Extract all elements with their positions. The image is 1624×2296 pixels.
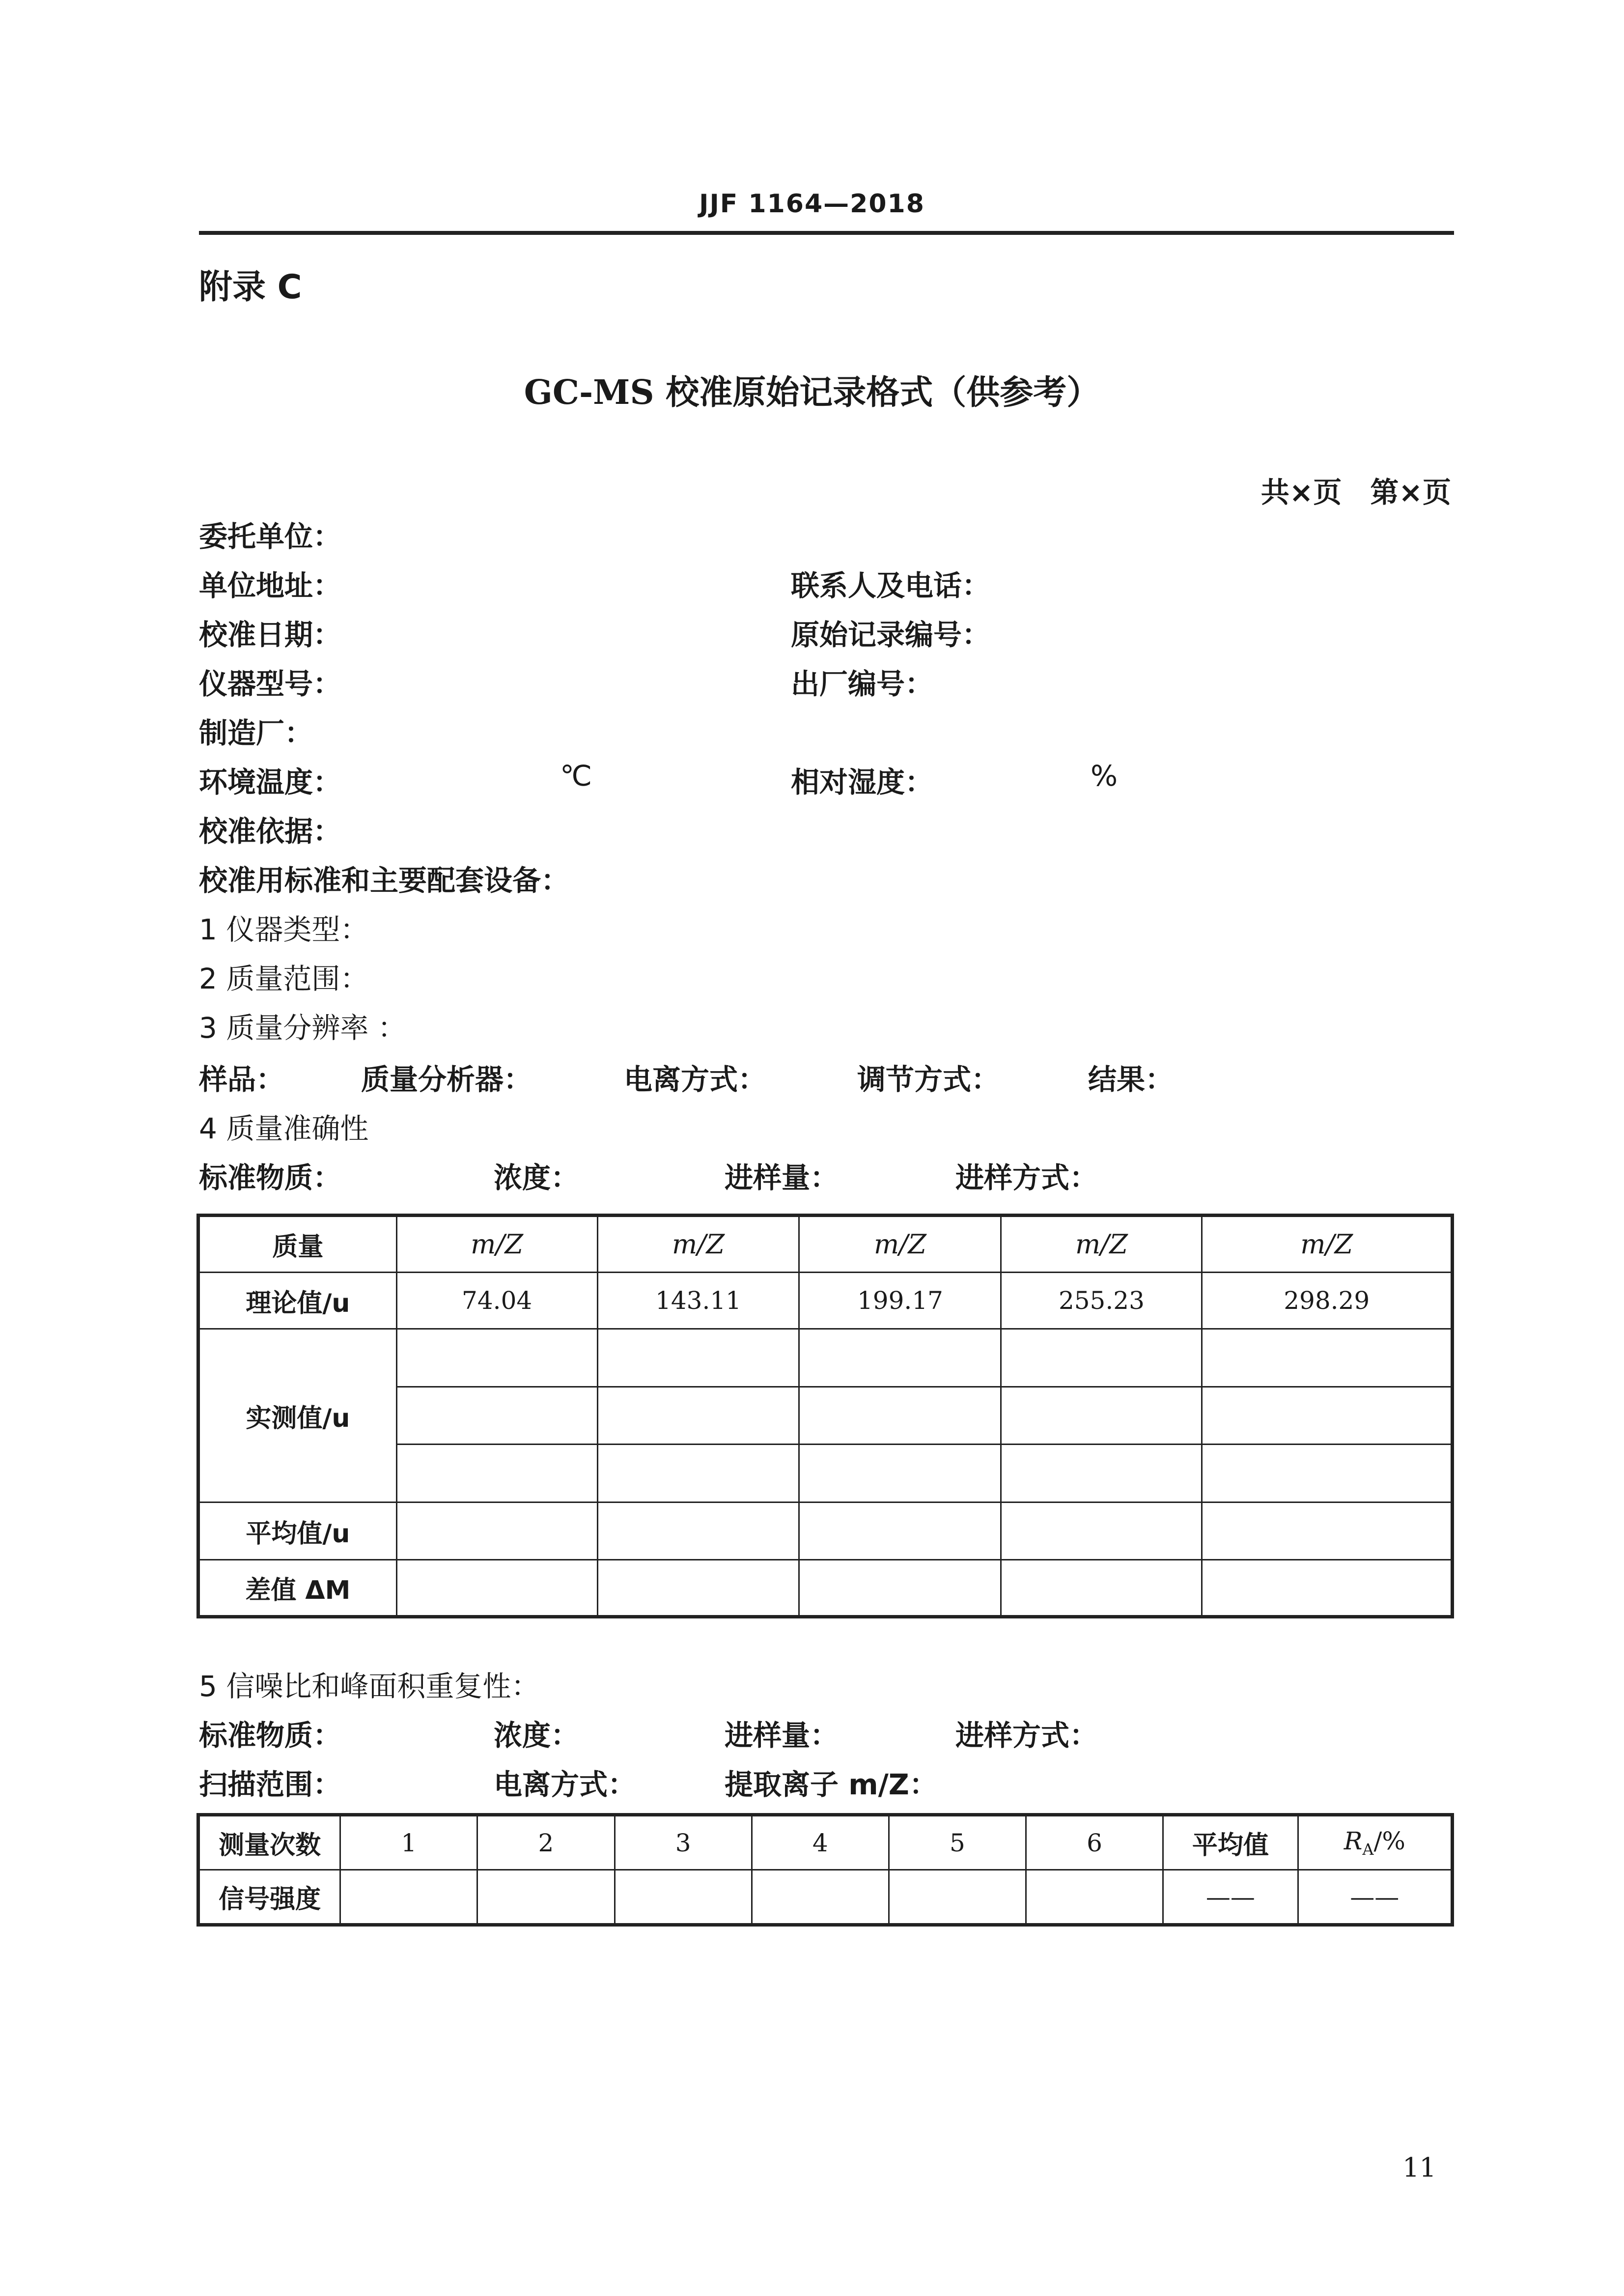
field-concentration: 浓度： [494,1161,580,1194]
field-standards: 校准用标准和主要配套设备： [199,864,570,897]
field-tuning: 调节方式： [857,1063,1000,1096]
document-code: JJF 1164—2018 [699,189,925,219]
average-cell[interactable] [396,1502,597,1560]
mz-header: m/Z [396,1216,597,1273]
difference-cell[interactable] [799,1560,1001,1617]
field-client: 委托单位： [199,520,342,553]
item-3: 3 质量分辨率 ： [199,1011,406,1045]
appendix-label: 附录 C [199,268,302,307]
signal-repeatability-table [196,1813,1454,1927]
measured-cell[interactable] [597,1329,799,1387]
row-label-difference: 差值 ΔM [198,1560,397,1617]
signal-cell[interactable] [752,1870,889,1925]
header-measure-count: 测量次数 [198,1815,340,1870]
header-run-number: 5 [889,1815,1026,1870]
field-injection-volume-2: 进样量： [725,1719,839,1752]
humidity-unit: % [1091,759,1118,793]
page-title: GC-MS 校准原始记录格式（供参考） [524,373,1100,412]
field-analyzer: 质量分析器： [361,1063,532,1096]
item-4: 4 质量准确性 [199,1112,369,1145]
field-maker: 制造厂： [199,716,313,750]
measured-cell[interactable] [1001,1445,1202,1502]
header-run-number: 1 [340,1815,477,1870]
field-model: 仪器型号： [199,667,342,701]
field-cal-date: 校准日期： [199,618,342,652]
theoretical-value: 74.04 [396,1273,597,1329]
field-sample: 样品： [199,1063,285,1096]
measured-cell[interactable] [396,1387,597,1445]
page-number: 11 [1402,2152,1436,2183]
mass-accuracy-table [196,1214,1454,1618]
theoretical-value: 143.11 [597,1273,799,1329]
field-record-no: 原始记录编号： [791,618,991,652]
field-ionization: 电离方式： [624,1063,767,1096]
mz-header: m/Z [799,1216,1001,1273]
row-label-theoretical: 理论值/u [198,1273,397,1329]
field-injection-mode: 进样方式： [955,1161,1098,1194]
mz-header: m/Z [1202,1216,1453,1273]
field-address: 单位地址： [199,569,342,602]
table-row [198,1870,1453,1925]
measured-cell[interactable] [1001,1329,1202,1387]
theoretical-value: 199.17 [799,1273,1001,1329]
measured-cell[interactable] [1202,1445,1453,1502]
field-serial: 出厂编号： [791,667,934,701]
difference-cell[interactable] [1001,1560,1202,1617]
signal-cell[interactable] [477,1870,615,1925]
mz-header: m/Z [597,1216,799,1273]
difference-cell[interactable] [1202,1560,1453,1617]
measured-cell[interactable] [597,1445,799,1502]
field-contact: 联系人及电话： [791,569,991,602]
header-rule [199,231,1454,235]
theoretical-value: 298.29 [1202,1273,1453,1329]
header-rsd: $R_A/\%$ [1298,1815,1452,1870]
field-ref-material: 标准物质： [199,1161,342,1194]
item-2: 2 质量范围： [199,962,369,995]
item-1: 1 仪器类型： [199,913,369,946]
temperature-unit: ℃ [560,759,592,793]
row-label-average: 平均值/u [198,1502,397,1560]
table-row [198,1273,1453,1329]
table-row [198,1815,1453,1870]
average-cell[interactable] [1001,1502,1202,1560]
row-label-measured: 实测值/u [198,1329,397,1502]
table-row [198,1502,1453,1560]
header-run-number: 3 [615,1815,752,1870]
page-count: 共×页 第×页 [1260,476,1451,509]
theoretical-value: 255.23 [1001,1273,1202,1329]
average-dash: —— [1163,1870,1298,1925]
field-injection-volume: 进样量： [725,1161,839,1194]
header-average: 平均值 [1163,1815,1298,1870]
measured-cell[interactable] [1001,1387,1202,1445]
difference-cell[interactable] [597,1560,799,1617]
measured-cell[interactable] [799,1329,1001,1387]
table-row [198,1216,1453,1273]
measured-cell[interactable] [1202,1387,1453,1445]
row-label-mass: 质量 [198,1216,397,1273]
measured-cell[interactable] [1202,1329,1453,1387]
measured-cell[interactable] [799,1445,1001,1502]
signal-cell[interactable] [889,1870,1026,1925]
field-ref-material-2: 标准物质： [199,1719,342,1752]
table-row [198,1329,1453,1387]
signal-cell[interactable] [1026,1870,1163,1925]
measured-cell[interactable] [597,1387,799,1445]
field-basis: 校准依据： [199,815,342,848]
average-cell[interactable] [799,1502,1001,1560]
average-cell[interactable] [1202,1502,1453,1560]
header-run-number: 2 [477,1815,615,1870]
rsd-dash: —— [1298,1870,1452,1925]
difference-cell[interactable] [396,1560,597,1617]
row-label-signal: 信号强度 [198,1870,340,1925]
table-row [198,1560,1453,1617]
field-scan-range: 扫描范围： [199,1768,342,1801]
measured-cell[interactable] [799,1387,1001,1445]
header-run-number: 4 [752,1815,889,1870]
header-run-number: 6 [1026,1815,1163,1870]
measured-cell[interactable] [396,1445,597,1502]
item-5: 5 信噪比和峰面积重复性： [199,1670,540,1703]
mz-header: m/Z [1001,1216,1202,1273]
field-temperature: 环境温度： [199,765,342,799]
field-humidity: 相对湿度： [791,765,934,799]
signal-cell[interactable] [615,1870,752,1925]
average-cell[interactable] [597,1502,799,1560]
field-concentration-2: 浓度： [494,1719,580,1752]
field-extract-ion: 提取离子 m/Z： [725,1768,938,1801]
field-injection-mode-2: 进样方式： [955,1719,1098,1752]
field-ionization-2: 电离方式： [494,1768,637,1801]
field-result: 结果： [1088,1063,1174,1096]
signal-cell[interactable] [340,1870,477,1925]
measured-cell[interactable] [396,1329,597,1387]
